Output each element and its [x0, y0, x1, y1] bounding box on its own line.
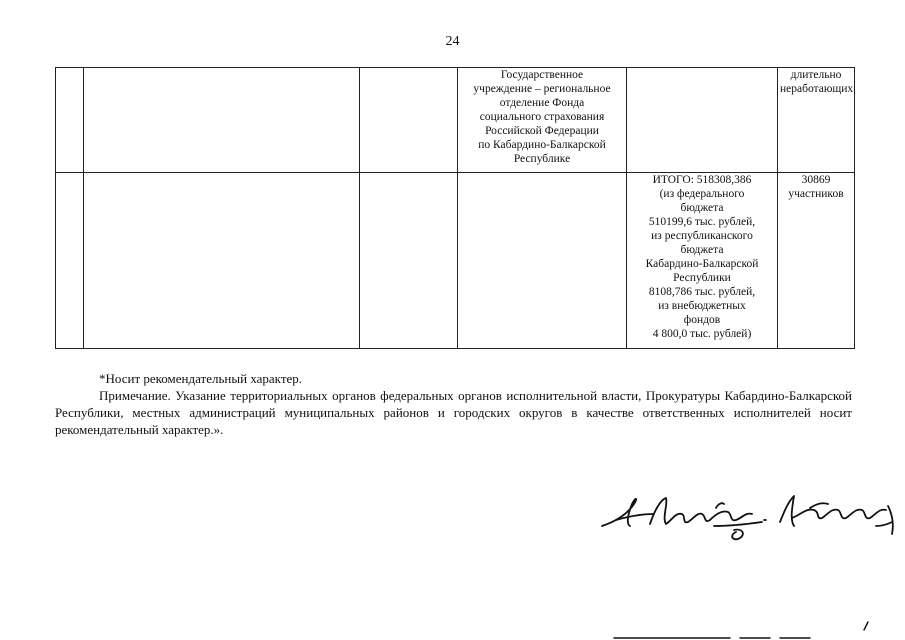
remark-paragraph: Примечание. Указание территориальных органов федеральных органов исполнительной власти, Прокуратуры Кабардино-Балкарской Республики, местных администраций муниципальных районов и городских округов в качестве ответственных исполнителей носит рекомендательный характер.». [55, 388, 852, 437]
table-cell-term [360, 173, 458, 349]
table-cell-measure [84, 173, 360, 349]
notes-section [55, 370, 852, 438]
footnote: *Носит рекомендательный характер. [99, 371, 303, 386]
page-number: 24 [445, 34, 460, 49]
table-cell-number [56, 68, 84, 173]
table-cell-funding [627, 68, 778, 173]
table-cell-indicator: длительно неработающих [778, 68, 855, 173]
table-cell-measure [84, 68, 360, 173]
table-row [56, 173, 855, 349]
table-cell-funding-total: ИТОГО: 518308,386 (из федерального бюджета 510199,6 тыс. рублей, из республиканского бюджета Кабардино-Балкарской Республики 8108,786 тыс. рублей, из внебюджетных фондов 4 800,0 тыс. рублей) [627, 173, 778, 349]
measures-table [55, 67, 855, 349]
table-cell-participants: 30869 участников [778, 173, 855, 349]
table-cell-executor: Государственное учреждение – региональное отделение Фонда социального страхования Российской Федерации по Кабардино-Балкарской Республике [458, 68, 627, 173]
table-cell-term [360, 68, 458, 173]
table-cell-executor [458, 173, 627, 349]
table-row [56, 68, 855, 173]
page-edge-marks [610, 620, 880, 640]
table-cell-number [56, 173, 84, 349]
handwritten-signature [596, 486, 905, 556]
